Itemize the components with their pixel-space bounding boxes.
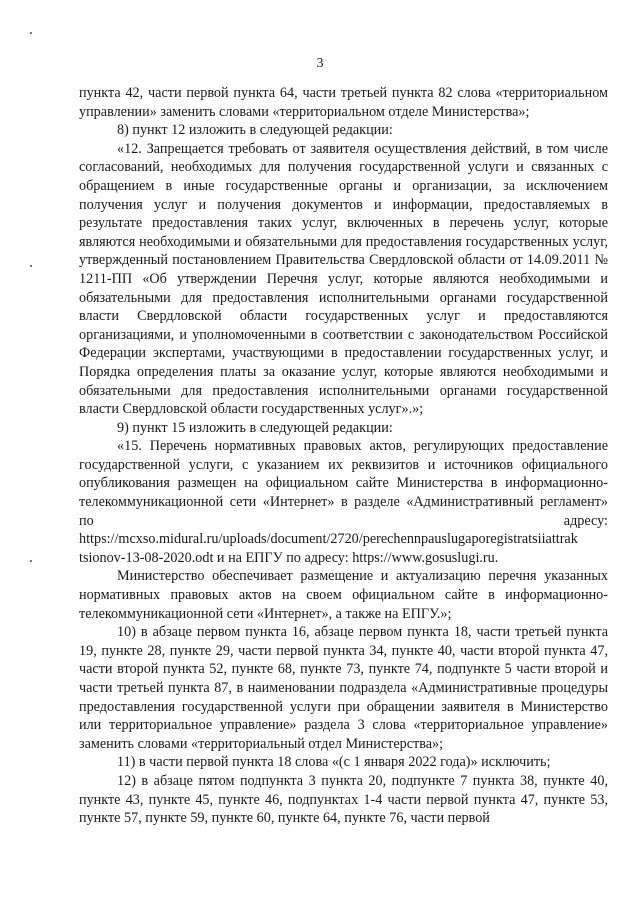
paragraph: Министерство обеспечивает размещение и актуализацию перечня указанных нормативных правовых актов на своем официальном сайте в информационно-телекоммуникационной сети «Интернет», а также на ЕПГУ.»; — [79, 568, 608, 622]
scan-mark — [30, 32, 32, 34]
document-body — [79, 84, 608, 828]
paragraph: 10) в абзаце первом пункта 16, абзаце первом пункта 18, части третьей пункта 19, пункте 28, пункте 29, части первой пункта 34, пункте 40, части второй пункта 47, части второй пункта 52, пункте 68, пункте 73, пункте 74, подпункте 5 части второй и части третьей пункта 87, в наименовании подраздела «Административные процедуры предоставления государственной услуги при обращении заявителя в Министерство или территориальное управление» раздела 3 слова «территориальное управление» заменить словами «территориальный отдел Министерства»; — [79, 624, 608, 752]
paragraph: «12. Запрещается требовать от заявителя осуществления действий, в том числе согласований, необходимых для получения государственной услуги и связанных с обращением в иные государственные органы и организации, за исключением получения услуг и получения документов и информации, предоставляемых в результате предоставления таких услуг, включенных в перечень услуг, которые являются необходимыми и обязательными для предоставления государственных услуг, утвержденный постановлением Правительства Свердловской области от 14.09.2011 № 1211-ПП «Об утверждении Перечня услуг, которые являются необходимыми и обязательными для предоставления исполнительными органами государственной власти Свердловской области государственных услуг и предоставляются организациями, и уполномоченными в соответствии с законодательством Российской Федерации экспертами, участвующими в предоставлении государственных услуг, и Порядка определения платы за оказание услуг, которые являются необходимыми и обязательными для предоставления исполнительными органами государственной власти Свердловской области государственных услуг».»; — [79, 140, 608, 418]
page-number: 3 — [316, 56, 324, 71]
paragraph: 9) пункт 15 изложить в следующей редакции: — [117, 419, 393, 436]
paragraph: 8) пункт 12 изложить в следующей редакции: — [117, 122, 393, 139]
scan-mark — [30, 560, 32, 562]
scan-mark — [30, 265, 32, 267]
paragraph: «15. Перечень нормативных правовых актов, регулирующих предоставление государственной услуги, с указанием их реквизитов и источников официального опубликования размещен на официальном сайте Министерства в информационно-телекоммуникационной сети «Интернет» в разделе «Административный регламент» по адресу: https://mcxso.midural.ru/uploads/document/2720/perechennpauslugaporegistratsiiattrak tsionov-13-08-2020.odt и на ЕПГУ по адресу: https://www.gosuslugi.ru. — [79, 438, 608, 566]
paragraph: пункта 42, части первой пункта 64, части третьей пункта 82 слова «территориальном управлении» заменить словами «территориальном отделе Министерства»; — [79, 85, 608, 120]
paragraph: 12) в абзаце пятом подпункта 3 пункта 20, подпункте 7 пункта 38, пункте 40, пункте 43, пункте 45, пункте 46, подпунктах 1-4 части первой пункта 47, пункте 53, пункте 57, пункте 59, пункте 60, пункте 64, пункте 76, части первой — [79, 772, 608, 827]
paragraph: 11) в части первой пункта 18 слова «(с 1 января 2022 года)» исключить; — [117, 754, 551, 771]
